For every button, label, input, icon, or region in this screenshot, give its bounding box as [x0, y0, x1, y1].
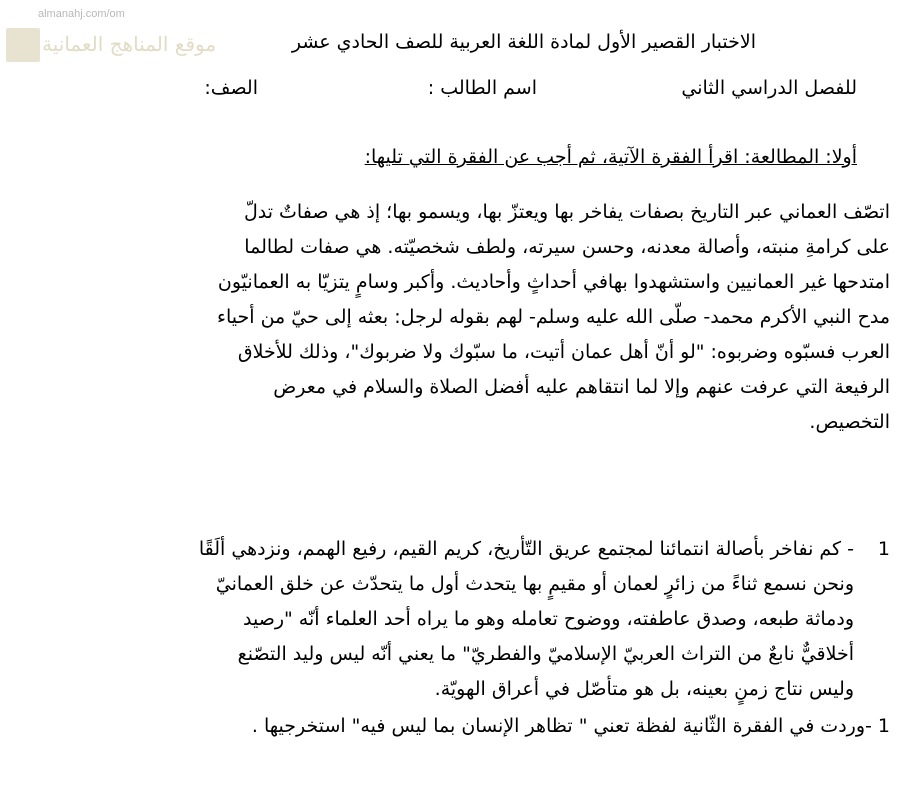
- question-number: 1: [877, 538, 890, 560]
- student-name-label: اسم الطالب :: [427, 77, 537, 99]
- passage-line: مدح النبي الأكرم محمد- صلّى الله عليه وسلم- لهم بقوله لرجل: بعثه إلى حيّ من أحياء: [217, 306, 890, 328]
- question-passage: [44, 532, 854, 707]
- passage-line: العرب فسبّوه وضربوه: "لو أنّ أهل عمان أتيت، ما سبّوك ولا ضربوك"، وذلك للأخلاق: [237, 341, 890, 363]
- question-line: ودماثة طبعه، وصدق عاطفته، ووضوح تعامله وهو ما يراه أحد العلماء أنّه "رصيد: [242, 608, 854, 630]
- question-line: أخلاقيٌّ نابعٌ من التراث العربيّ الإسلاميّ والفطريّ" ما يعني أنّه ليس وليد التصّنع: [237, 643, 854, 665]
- question-line: ونحن نسمع ثناءً من زائرٍ لعمان أو مقيمٍ بها يتحدث أول ما يتحدّث عن خلق العمانيّ: [215, 573, 854, 595]
- passage-line: اتصّف العماني عبر التاريخ بصفات يفاخر بها ويعتزّ بها، ويسمو بها؛ إذ هي صفاتٌ تدلّ: [243, 201, 890, 223]
- passage-line: امتدحها غير العمانيين واستشهدوا بهافي أحداثٍ وأحاديث. وأكبر وسامٍ يتزيّا به العمانيّون: [217, 271, 890, 293]
- page-title: الاختبار القصير الأول لمادة اللغة العربية للصف الحادي عشر: [291, 31, 756, 53]
- passage-line: على كرامةِ منبته، وأصالة معدنه، وحسن سيرته، ولطف شخصيّته. هي صفات لطالما: [244, 236, 890, 258]
- watermark-logo: [6, 28, 40, 62]
- passage-line: التخصيص.: [809, 411, 890, 433]
- watermark-brand: موقع المناهج العمانية: [42, 32, 217, 56]
- reading-passage: [90, 195, 890, 440]
- question-line: وليس نتاج زمنٍ بعينه، بل هو متأصّل في أعراق الهويّة.: [434, 678, 854, 700]
- watermark-url: almanahj.com/om: [38, 8, 125, 20]
- section-heading: أولا: المطالعة: اقرأ الفقرة الآتية، ثم أجب عن الفقرة التي تليها:: [364, 146, 857, 168]
- site-watermark: [2, 4, 217, 78]
- question-prompt: 1 -وردت في الفقرة الثّانية لفظة تعني " تظاهر الإنسان بما ليس فيه" استخرجيها .: [251, 715, 890, 737]
- class-label: الصف:: [204, 77, 258, 99]
- semester-label: للفصل الدراسي الثاني: [681, 77, 857, 99]
- passage-line: الرفيعة التي عرفت عنهم وإلا لما انتقاهم عليه أفضل الصلاة والسلام في معرض: [273, 376, 890, 398]
- question-line: - كم نفاخر بأصالة انتمائنا لمجتمع عريق التّأريخ، كريم القيم، رفيع الهمم، ونزدهي ألَقًا: [198, 538, 854, 560]
